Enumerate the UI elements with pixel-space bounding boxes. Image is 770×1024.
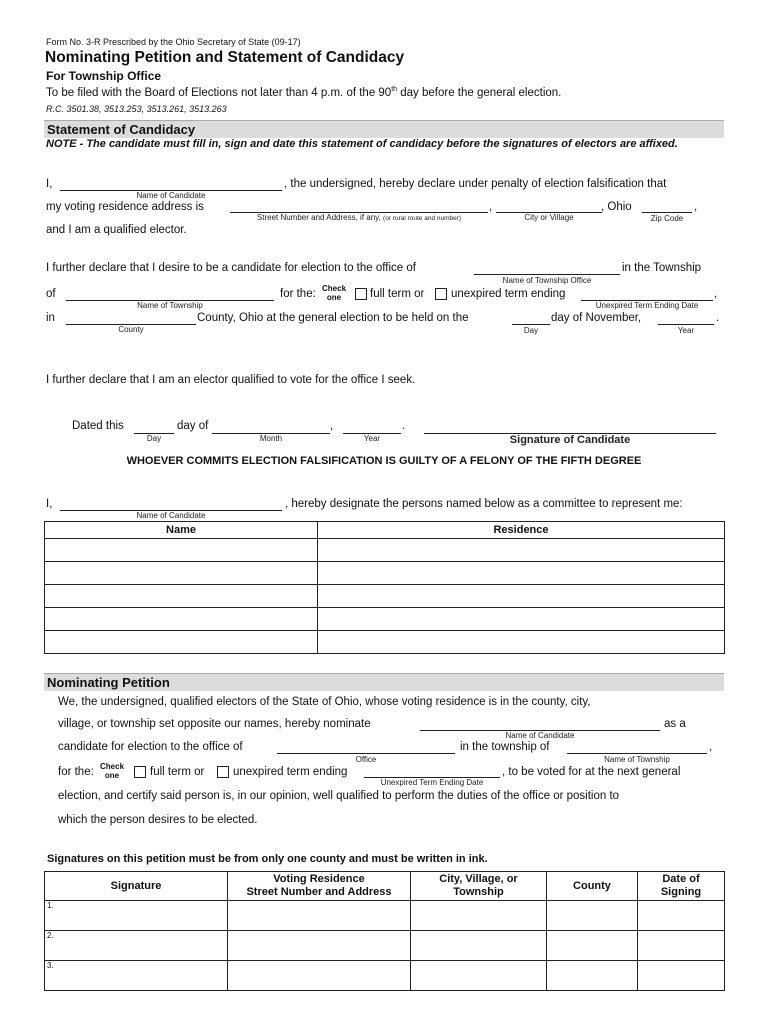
in-the-township-text: in the Township	[622, 262, 702, 274]
city-label: City or Village	[524, 213, 574, 222]
statement-heading: Statement of Candidacy	[47, 122, 196, 137]
petition-line-6: which the person desires to be elected.	[58, 814, 258, 826]
petition-line-3: candidate for election to the office of	[58, 741, 243, 753]
petition-unexpired-term-checkbox[interactable]	[217, 766, 229, 778]
petition-section-header	[44, 673, 724, 691]
date-header	[638, 872, 725, 901]
table-row	[45, 901, 725, 931]
committee-residence-cell[interactable]	[318, 585, 725, 608]
ohio-text: , Ohio	[601, 201, 632, 213]
date-cell[interactable]	[638, 961, 725, 991]
filing-note-text-end: day before the general election.	[397, 86, 562, 99]
committee-name-cell[interactable]	[45, 608, 318, 631]
signature-cell[interactable]	[45, 901, 228, 931]
unexpired-term-text: unexpired term ending	[451, 288, 566, 300]
voting-residence-header-line1: Voting Residence	[273, 873, 365, 885]
address-cell[interactable]	[228, 901, 411, 931]
signature-cell[interactable]	[45, 931, 228, 961]
petition-candidate-name-label: Name of Candidate	[505, 731, 575, 740]
signature-table	[44, 871, 725, 991]
petition-full-term-text: full term or	[150, 766, 205, 778]
next-general-text: , to be voted for at the next general	[502, 766, 681, 778]
signature-header: Signature	[45, 872, 228, 901]
city-header	[411, 872, 547, 901]
county-header: County	[547, 872, 638, 901]
dated-day-label: Day	[146, 434, 162, 443]
committee-residence-header: Residence	[318, 522, 725, 539]
table-row	[45, 585, 725, 608]
statement-note: NOTE - The candidate must fill in, sign and date this statement of candidacy before the signatures of electors are affixed.	[46, 138, 678, 150]
petition-full-term-checkbox[interactable]	[134, 766, 146, 778]
petition-line-1: We, the undersigned, qualified electors of the State of Ohio, whose voting residence is in the county, city,	[58, 696, 591, 708]
table-row	[45, 631, 725, 654]
unexpired-term-checkbox[interactable]	[435, 288, 447, 300]
address-cell[interactable]	[228, 931, 411, 961]
petition-township-field[interactable]	[567, 753, 707, 754]
city-cell[interactable]	[411, 961, 547, 991]
falsification-warning: WHOEVER COMMITS ELECTION FALSIFICATION IS GUILTY OF A FELONY OF THE FIFTH DEGREE	[126, 455, 642, 467]
unexpired-date-label: Unexpired Term Ending Date	[595, 301, 699, 310]
voting-residence-header	[228, 872, 411, 901]
check-one-hint	[322, 284, 346, 302]
committee-candidate-name-label: Name of Candidate	[136, 511, 206, 520]
label-in: in	[46, 312, 55, 324]
city-cell[interactable]	[411, 931, 547, 961]
candidate-signature-label: Signature of Candidate	[509, 434, 631, 446]
committee-residence-cell[interactable]	[318, 631, 725, 654]
filing-note-text: To be filed with the Board of Elections not later than 4 p.m. of the 90	[46, 86, 392, 99]
township-name-label: Name of Township	[137, 301, 203, 310]
committee-name-header: Name	[45, 522, 318, 539]
table-row	[45, 608, 725, 631]
table-row	[45, 961, 725, 991]
check-text: Check	[322, 284, 347, 293]
street-label-text: Street Number and Address, if any,	[256, 213, 381, 222]
election-year-field[interactable]	[658, 324, 714, 325]
street-address-label	[230, 213, 488, 222]
elector-qualified-text: I further declare that I am an elector qualified to vote for the office I seek.	[46, 374, 416, 386]
township-office-label: Name of Township Office	[502, 276, 592, 285]
declare-text: , the undersigned, hereby declare under penalty of election falsification that	[284, 178, 667, 190]
comma-2: ,	[694, 201, 698, 213]
city-cell[interactable]	[411, 901, 547, 931]
address-cell[interactable]	[228, 961, 411, 991]
form-number: Form No. 3-R Prescribed by the Ohio Secretary of State (09-17)	[46, 37, 301, 47]
committee-name-cell[interactable]	[45, 562, 318, 585]
label-i: I,	[46, 178, 53, 190]
county-ohio-text: County, Ohio at the general election to be held on the	[197, 312, 469, 324]
zip-field[interactable]	[642, 212, 692, 213]
for-the-text: for the:	[280, 288, 316, 300]
city-header-line2: Township	[453, 886, 504, 898]
date-cell[interactable]	[638, 931, 725, 961]
zip-label: Zip Code	[650, 214, 684, 223]
dated-this-text: Dated this	[72, 420, 124, 432]
residence-text: my voting residence address is	[46, 201, 204, 213]
township-office-field[interactable]	[474, 274, 620, 275]
page-title: Nominating Petition and Statement of Candidacy	[45, 49, 405, 66]
row-number: 2.	[47, 931, 54, 940]
filing-note-superscript: th	[391, 86, 398, 93]
committee-name-cell[interactable]	[45, 631, 318, 654]
label-of: of	[46, 288, 56, 300]
date-cell[interactable]	[638, 901, 725, 931]
statement-section-header	[44, 120, 724, 138]
table-row	[45, 539, 725, 562]
committee-name-cell[interactable]	[45, 539, 318, 562]
dated-month-label: Month	[259, 434, 283, 443]
period-1: .	[716, 312, 720, 324]
table-row	[45, 931, 725, 961]
filing-note	[46, 86, 561, 99]
period-2: .	[402, 420, 406, 432]
county-label: County	[118, 325, 144, 334]
one-text: one	[326, 293, 342, 302]
petition-unexpired-date-label: Unexpired Term Ending Date	[380, 778, 484, 787]
committee-name-cell[interactable]	[45, 585, 318, 608]
date-header-line1: Date of	[662, 873, 700, 885]
township-of-text: in the township of	[460, 741, 550, 753]
row-number: 1.	[47, 901, 54, 910]
petition-office-label: Office	[355, 755, 377, 764]
one-text: one	[104, 771, 120, 780]
committee-residence-cell[interactable]	[318, 562, 725, 585]
as-a-text: as a	[664, 718, 686, 730]
petition-township-label: Name of Township	[604, 755, 670, 764]
committee-table	[44, 521, 725, 654]
table-row	[45, 562, 725, 585]
committee-residence-cell[interactable]	[318, 608, 725, 631]
further-declare-text: I further declare that I desire to be a candidate for election to the office of	[46, 262, 416, 274]
county-cell[interactable]	[547, 901, 638, 931]
comma-4: ,	[330, 420, 334, 432]
comma-3: ,	[714, 288, 718, 300]
statute-reference: R.C. 3501.38, 3513.253, 3513.261, 3513.263	[46, 104, 227, 114]
petition-check-one-hint	[100, 762, 124, 780]
candidate-name-label: Name of Candidate	[136, 191, 206, 200]
dated-year-label: Year	[363, 434, 381, 443]
qualified-text: and I am a qualified elector.	[46, 224, 187, 236]
county-cell[interactable]	[547, 931, 638, 961]
petition-line-2: village, or township set opposite our names, hereby nominate	[58, 718, 371, 730]
committee-residence-cell[interactable]	[318, 539, 725, 562]
label-i-committee: I,	[46, 498, 53, 510]
rural-label-text: (or rural route and number)	[383, 215, 462, 222]
petition-unexpired-text: unexpired term ending	[233, 766, 348, 778]
election-day-label: Day	[523, 326, 539, 335]
county-cell[interactable]	[547, 961, 638, 991]
election-day-field[interactable]	[512, 324, 550, 325]
petition-line-5: election, and certify said person is, in our opinion, well qualified to perform the duties of the office or position to	[58, 790, 620, 802]
page-subtitle: For Township Office	[46, 69, 162, 83]
comma-5: ,	[709, 741, 713, 753]
voting-residence-header-line2: Street Number and Address	[246, 886, 392, 898]
comma-1: ,	[489, 201, 493, 213]
full-term-checkbox[interactable]	[355, 288, 367, 300]
signatures-note: Signatures on this petition must be from only one county and must be written in ink.	[47, 853, 488, 865]
full-term-text: full term or	[370, 288, 425, 300]
row-number: 3.	[47, 961, 54, 970]
petition-office-field[interactable]	[277, 753, 455, 754]
petition-for-the-text: for the:	[58, 766, 94, 778]
designate-text: , hereby designate the persons named below as a committee to represent me:	[285, 498, 683, 510]
election-year-label: Year	[677, 326, 695, 335]
date-header-line2: Signing	[660, 886, 702, 898]
city-header-line1: City, Village, or	[439, 873, 518, 885]
petition-heading: Nominating Petition	[47, 675, 170, 690]
day-of-november-text: day of November,	[551, 312, 642, 324]
signature-cell[interactable]	[45, 961, 228, 991]
check-text: Check	[100, 762, 125, 771]
day-of-text: day of	[177, 420, 209, 432]
